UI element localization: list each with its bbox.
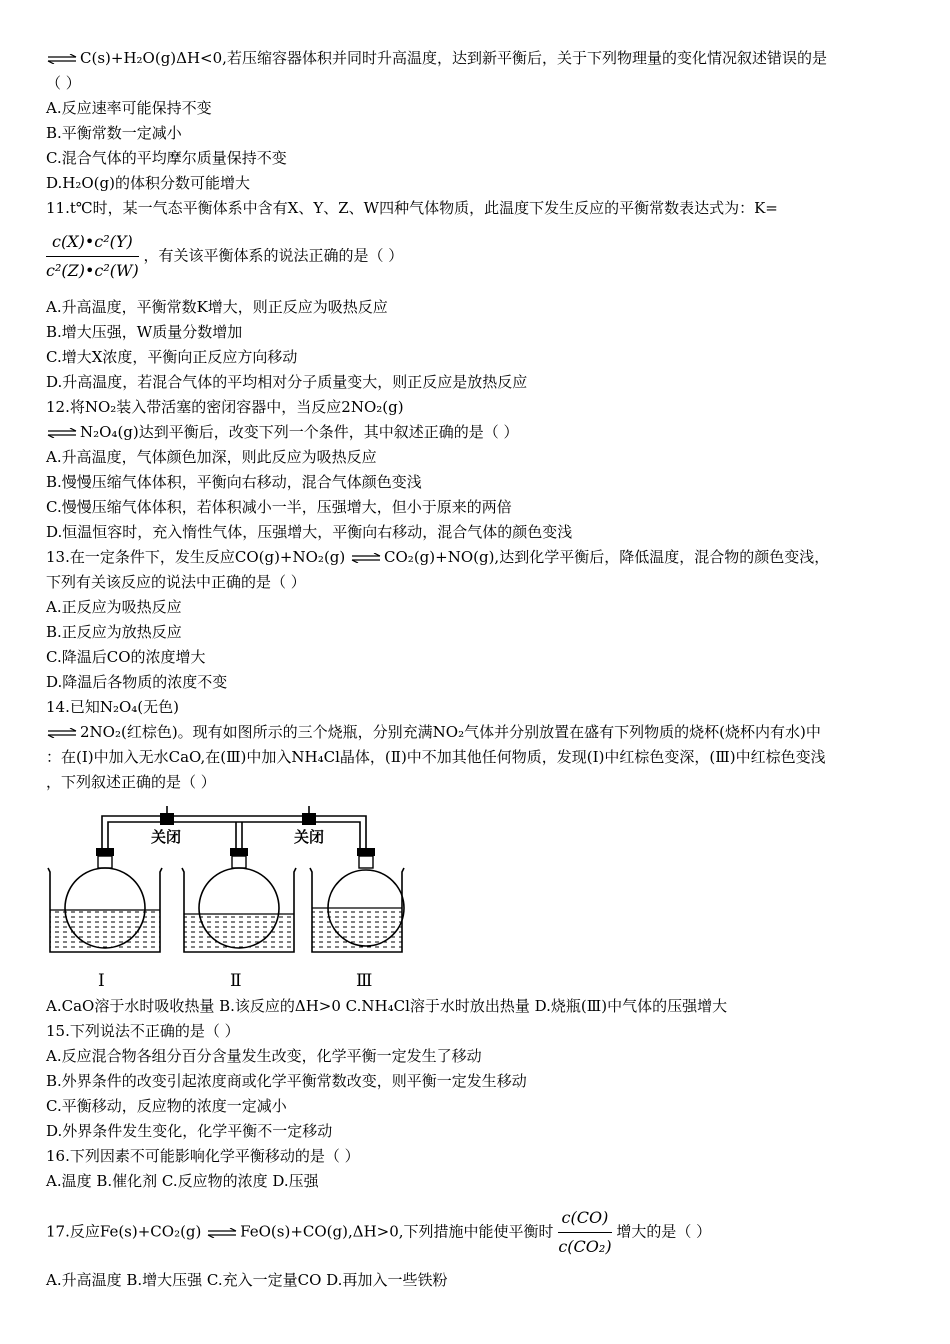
q17-denominator: c(CO₂) [558,1237,612,1256]
q12-option-d: D.恒温恒容时，充入惰性气体，压强增大，平衡向右移动，混合气体的颜色变浅 [46,523,573,541]
q15-option-b: B.外界条件的改变引起浓度商或化学平衡常数改变，则平衡一定发生移动 [46,1072,527,1090]
q17-stem-line: 17.反应Fe(s)+CO₂(g) FeO(s)+CO(g),ΔH>0,下列措施中能使平衡时 $\frac{c(CO)}{\text{c(CO₂)}}$ 增大的是（ ） [46,1206,711,1259]
q10-option-b: B.平衡常数一定减小 [46,124,182,142]
q11-option-c: C.增大X浓度，平衡向正反应方向移动 [46,348,298,366]
q17-numerator: c(CO) [558,1206,611,1233]
beaker-1-label: Ⅰ [98,971,105,991]
q12-option-c: C.慢慢压缩气体体积，若体积减小一半，压强增大，但小于原来的两倍 [46,498,512,516]
q12-option-b: B.慢慢压缩气体体积，平衡向右移动，混合气体颜色变浅 [46,473,422,491]
equilibrium-arrow-icon [350,553,382,563]
q12-option-a: A.升高温度，气体颜色加深，则此反应为吸热反应 [46,448,377,466]
q14-options: A.CaO溶于水时吸收热量 B.该反应的ΔH>0 C.NH₄Cl溶于水时放出热量 D.烧瓶(Ⅲ)中气体的压强增大 [46,997,728,1015]
q10-paren: （ ） [46,74,81,92]
equilibrium-arrow-icon [46,54,78,64]
q10-continuation: C(s)+H₂O(g)ΔH<0,若压缩容器体积并同时升高温度，达到新平衡后，关于下列物理量的变化情况叙述错误的是 [46,48,827,68]
q14-flask-apparatus-figure [46,800,406,996]
beaker-2 [182,848,296,952]
q11-option-a: A.升高温度，平衡常数K增大，则正反应为吸热反应 [46,298,388,316]
q11-option-b: B.增大压强，W质量分数增加 [46,323,243,341]
equilibrium-arrow-icon [46,728,78,738]
q13-option-c: C.降温后CO的浓度增大 [46,648,206,666]
q13-stem: 13.在一定条件下，发生反应CO(g)+NO₂(g) CO₂(g)+NO(g),达到化学平衡后，降低温度，混合物的颜色变浅， [46,548,830,566]
beaker-2-label: Ⅱ [230,971,242,991]
q15-option-c: C.平衡移动，反应物的浓度一定减小 [46,1097,287,1115]
q10-option-a: A.反应速率可能保持不变 [46,99,212,117]
q14-continuation-2: ：在(I)中加入无水CaO,在(Ⅲ)中加入NH₄Cl晶体，(Ⅱ)中不加其他任何物质，发现(I)中红棕色变深，(Ⅲ)中红棕色变浅 [46,748,826,766]
beaker-1 [48,848,162,952]
q14-stem: 14.已知N₂O₄(无色) [46,698,180,716]
q11-option-d: D.升高温度，若混合气体的平均相对分子质量变大，则正反应是放热反应 [46,373,528,391]
q11-denominator: c²(Z)•c²(W) [46,261,139,280]
q15-stem: 15.下列说法不正确的是（ ） [46,1022,240,1040]
beaker-3-label: Ⅲ [356,971,373,991]
q11-k-fraction [46,230,139,283]
q11-tail: ，有关该平衡体系的说法正确的是（ ） [143,246,404,265]
q17-ratio-fraction [558,1206,611,1259]
valve-2-label: 关闭 [294,828,325,846]
q11-fraction-line [46,230,403,283]
q16-options: A.温度 B.催化剂 C.反应物的浓度 D.压强 [46,1172,319,1190]
q11-numerator: c(X)•c²(Y) [46,230,139,257]
beaker-3 [310,848,404,952]
q11-stem: 11.t℃时，某一气态平衡体系中含有X、Y、Z、W四种气体物质，此温度下发生反应的平衡常数表达式为：K= [46,199,778,217]
q10-option-d: D.H₂O(g)的体积分数可能增大 [46,174,250,192]
q15-option-a: A.反应混合物各组分百分含量发生改变，化学平衡一定发生了移动 [46,1047,482,1065]
q13-option-b: B.正反应为放热反应 [46,623,182,641]
q13-option-d: D.降温后各物质的浓度不变 [46,673,228,691]
q13-option-a: A.正反应为吸热反应 [46,598,182,616]
q12-stem: 12.将NO₂装入带活塞的密闭容器中，当反应2NO₂(g) [46,398,404,416]
q17-options: A.升高温度 B.增大压强 C.充入一定量CO D.再加入一些铁粉 [46,1271,448,1289]
valve-1-label: 关闭 [151,828,182,846]
equilibrium-arrow-icon [46,428,78,438]
q15-option-d: D.外界条件发生变化，化学平衡不一定移动 [46,1122,333,1140]
valve-1 [160,813,174,825]
q12-continuation: N₂O₄(g)达到平衡后，改变下列一个条件，其中叙述正确的是（ ） [46,422,519,442]
q14-continuation-3: ，下列叙述正确的是（ ） [46,773,216,791]
q17-tail: 增大的是（ ） [616,1222,712,1241]
q13-stem-cont: 下列有关该反应的说法中正确的是（ ） [46,573,306,591]
q10-option-c: C.混合气体的平均摩尔质量保持不变 [46,149,287,167]
valve-2 [302,813,316,825]
equilibrium-arrow-icon [206,1228,238,1238]
q16-stem: 16.下列因素不可能影响化学平衡移动的是（ ） [46,1147,360,1165]
q14-continuation-1: 2NO₂(红棕色)。现有如图所示的三个烧瓶，分别充满NO₂气体并分别放置在盛有下列物质的烧杯(烧杯内有水)中 [46,722,821,742]
